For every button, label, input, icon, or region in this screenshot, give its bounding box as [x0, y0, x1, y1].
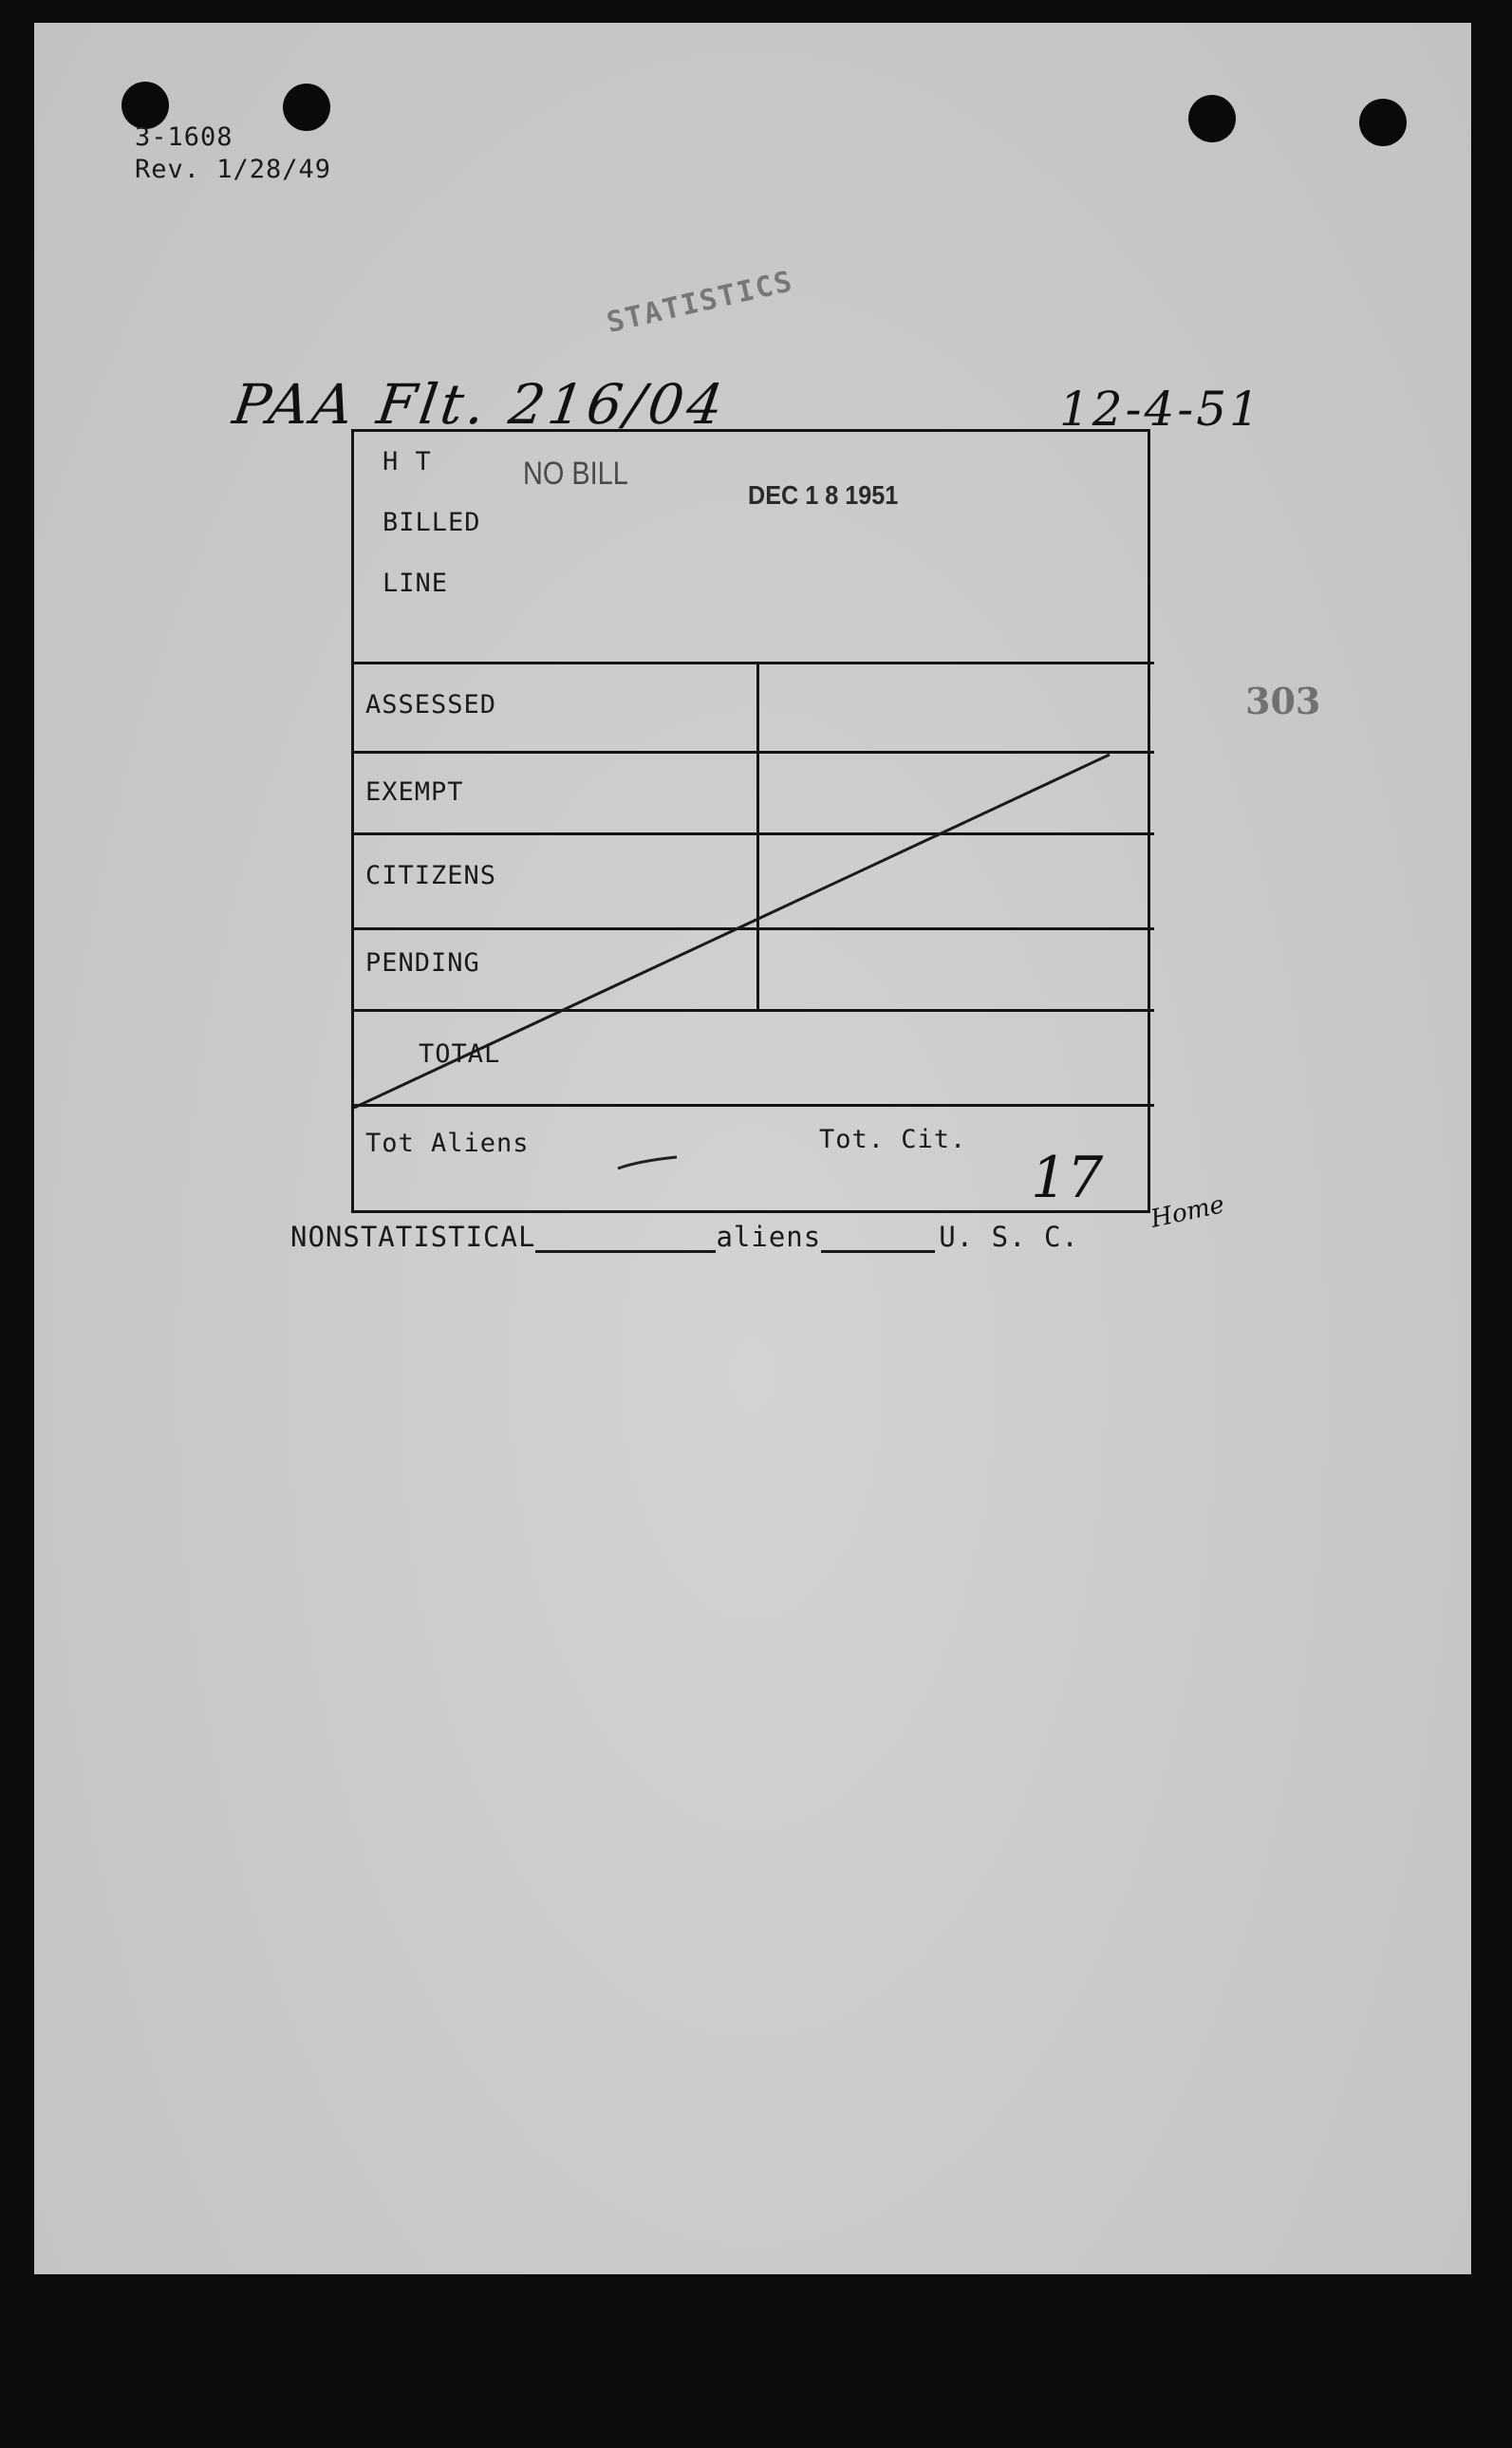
void-slash-line — [354, 432, 1148, 1210]
nonstatistical-usc-label: U. S. C. — [939, 1221, 1079, 1253]
nonstatistical-line — [290, 1221, 1079, 1253]
handwritten-total-citizens: 17 — [1031, 1145, 1104, 1211]
statistics-stamp: STATISTICS — [604, 264, 797, 341]
header-line-billed: BILLED — [383, 508, 481, 537]
page-number-stamp: 303 — [1245, 680, 1321, 722]
punch-hole-right-1 — [1188, 95, 1236, 142]
row-label-assessed: ASSESSED — [365, 690, 497, 719]
no-bill-stamp: NO BILL — [523, 456, 628, 492]
header-line-ht: H T — [383, 447, 432, 477]
tot-cit-label: Tot. Cit. — [819, 1125, 967, 1154]
form-revision: Rev. 1/28/49 — [135, 155, 332, 184]
form-code: 3-1608 — [135, 122, 233, 152]
handwritten-flight-number: PAA Flt. 216/04 — [229, 372, 731, 437]
handwritten-initials: Home — [1148, 1190, 1227, 1234]
punch-hole-right-2 — [1359, 99, 1407, 146]
tot-aliens-label: Tot Aliens — [365, 1129, 530, 1158]
handwritten-date: 12-4-51 — [1059, 382, 1262, 437]
row-label-total: TOTAL — [419, 1039, 501, 1069]
document-page — [34, 23, 1471, 2274]
row-label-citizens: CITIZENS — [365, 861, 497, 890]
nonstatistical-aliens-blank — [535, 1224, 716, 1253]
nonstatistical-aliens-label: aliens — [716, 1221, 822, 1253]
row-label-exempt: EXEMPT — [365, 777, 464, 807]
header-line-line: LINE — [383, 569, 449, 598]
nonstatistical-label: NONSTATISTICAL — [290, 1221, 536, 1253]
row-label-pending: PENDING — [365, 948, 480, 978]
form-identifier — [135, 121, 331, 186]
received-date-stamp: DEC 1 8 1951 — [748, 480, 899, 510]
nonstatistical-usc-blank — [821, 1224, 935, 1253]
statistics-table — [351, 429, 1150, 1213]
